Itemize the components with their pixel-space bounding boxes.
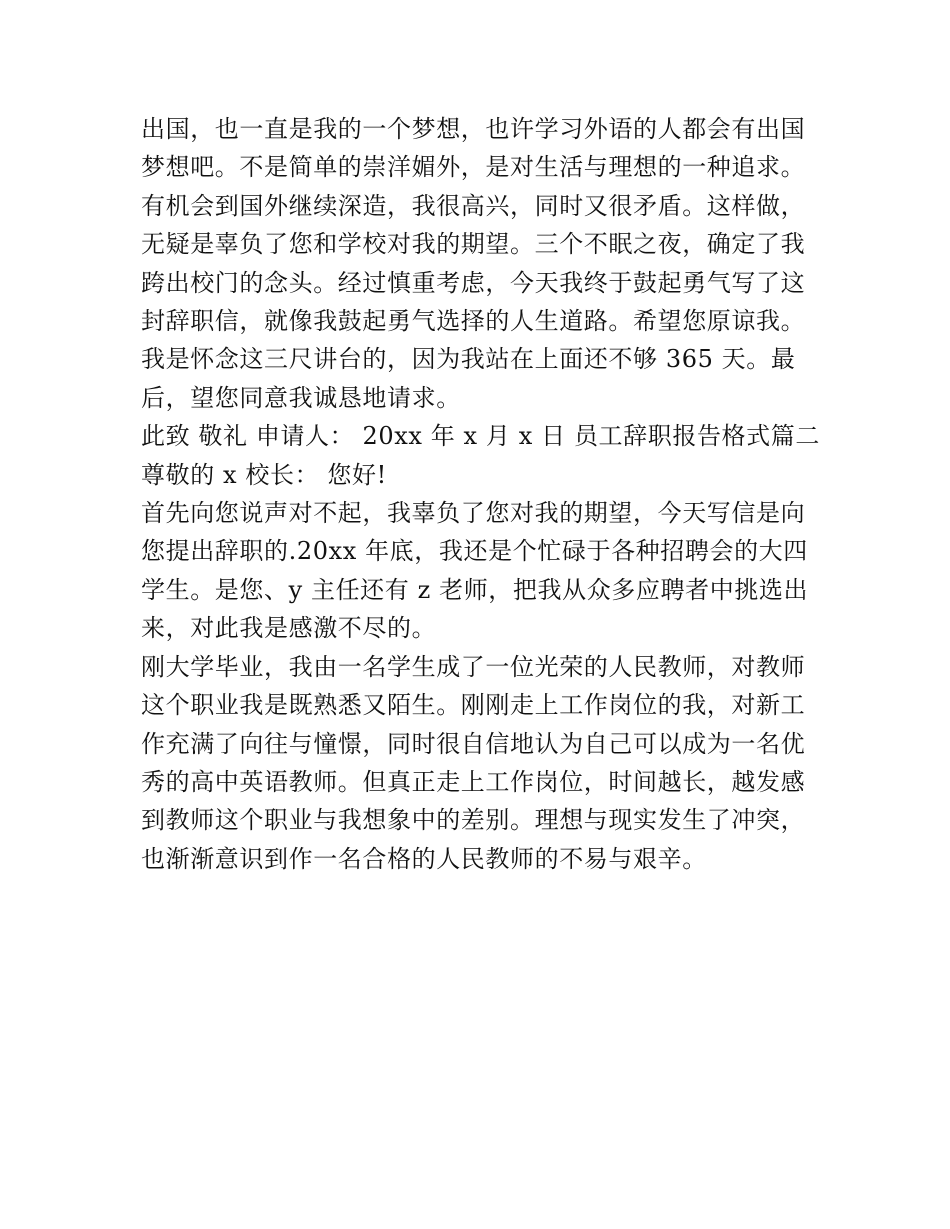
text-line: 有机会到国外继续深造，我很高兴，同时又很矛盾。这样做，: [141, 191, 806, 220]
text-line: 此致 敬礼 申请人： 20xx 年 x 月 x 日 员工辞职报告格式篇二: [141, 422, 820, 451]
text-line: 也渐渐意识到作一名合格的人民教师的不易与艰辛。: [141, 844, 707, 873]
text-line: 作充满了向往与憧憬，同时很自信地认为自己可以成为一名优: [141, 729, 806, 758]
text-line: 无疑是辜负了您和学校对我的期望。三个不眠之夜，确定了我: [141, 230, 806, 259]
text-line: 学生。是您、y 主任还有 z 老师，把我从众多应聘者中挑选出: [141, 575, 809, 604]
text-line: 我是怀念这三尺讲台的，因为我站在上面还不够 365 天。最: [141, 345, 796, 374]
text-line: 来，对此我是感激不尽的。: [141, 614, 437, 643]
text-line: 这个职业我是既熟悉又陌生。刚刚走上工作岗位的我，对新工: [141, 691, 806, 720]
text-line: 出国，也一直是我的一个梦想，也许学习外语的人都会有出国: [141, 115, 806, 143]
text-line: 秀的高中英语教师。但真正走上工作岗位，时间越长，越发感: [141, 767, 806, 796]
text-line: 后，望您同意我诚恳地请求。: [141, 383, 461, 412]
text-line: 封辞职信，就像我鼓起勇气选择的人生道路。希望您原谅我。: [141, 307, 806, 336]
text-line: 跨出校门的念头。经过慎重考虑，今天我终于鼓起勇气写了这: [141, 268, 806, 297]
text-line: 首先向您说声对不起，我辜负了您对我的期望，今天写信是向: [141, 499, 806, 528]
text-line: 尊敬的 x 校长： 您好!: [141, 460, 387, 489]
document-body: [141, 110, 821, 878]
text-line: 刚大学毕业，我由一名学生成了一位光荣的人民教师，对教师: [141, 652, 806, 681]
text-line: 到教师这个职业与我想象中的差别。理想与现实发生了冲突，: [141, 806, 806, 835]
text-line: 您提出辞职的.20xx 年底，我还是个忙碌于各种招聘会的大四: [141, 537, 808, 566]
text-line: 梦想吧。不是简单的崇洋媚外，是对生活与理想的一种追求。: [141, 153, 806, 182]
